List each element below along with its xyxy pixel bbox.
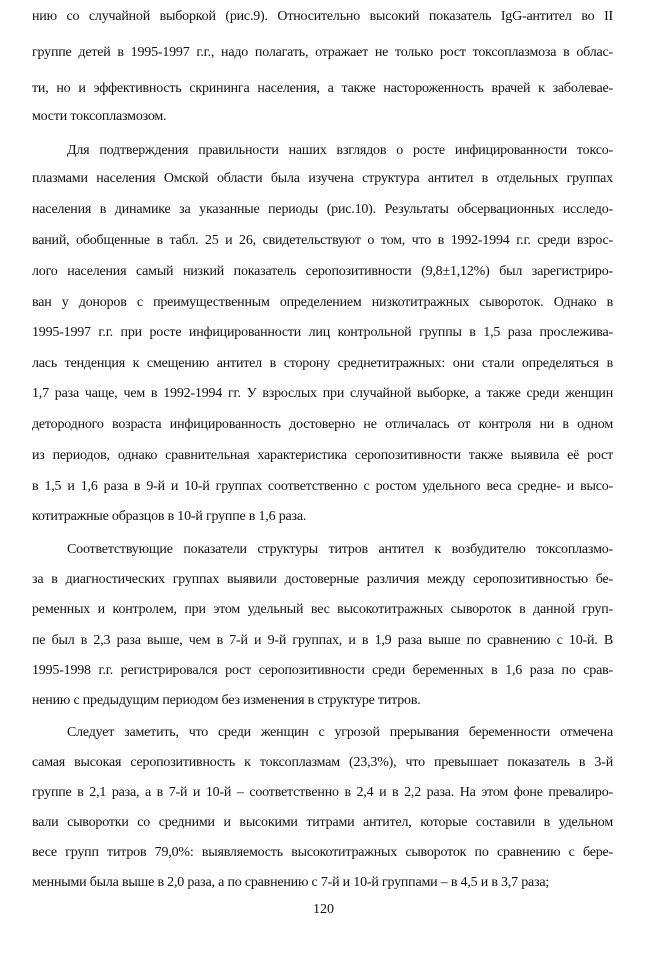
text-line: весе групп титров 79,0%: выявляемость высокотитражных сывороток по сравнению с бере- xyxy=(32,845,613,860)
text-line: 1995-1997 г.г. при росте инфицированности лиц контрольной группы в 1,5 раза прослежива- xyxy=(32,325,613,340)
text-line: нению с предыдущим периодом без изменения в структуре титров. xyxy=(32,693,421,708)
text-line: группе детей в 1995-1997 г.г., надо полагать, отражает не только рост токсоплазмоза в облас- xyxy=(32,45,613,60)
text-line: лого населения самый низкий показатель серопозитивности (9,8±1,12%) был зарегистриро- xyxy=(32,264,613,279)
text-line: в 1,5 и 1,6 раза в 9-й и 10-й группах соответственно с ростом удельного веса средне- и высо- xyxy=(32,479,613,494)
text-line: Для подтверждения правильности наших взглядов о росте инфицированности токсо- xyxy=(67,143,613,158)
text-line: вали сыворотки со средними и высокими титрами антител, которые составили в удельном xyxy=(32,815,613,830)
text-line: Следует заметить, что среди женщин с угрозой прерывания беременности отмечена xyxy=(67,725,613,740)
text-line: из периодов, однако сравнительная характеристика серопозитивности также выявила её рост xyxy=(32,448,613,463)
text-line: менными была выше в 2,0 раза, а по сравнению с 7-й и 10-й группами – в 4,5 и в 3,7 раза; xyxy=(32,875,550,890)
text-line: ременных и контролем, при этом удельный вес высокотитражных сывороток в данной груп- xyxy=(32,602,613,617)
text-line: 1995-1998 г.г. регистрировался рост серопозитивности среди беременных в 1,6 раза по срав- xyxy=(32,663,613,678)
text-line: группе в 2,1 раза, а в 7-й и 10-й – соответственно в 2,4 и в 2,2 раза. На этом фоне превалиро- xyxy=(32,785,613,800)
page-number: 120 xyxy=(313,902,334,917)
text-line: детородного возраста инфицированность достоверно не отличалась от контроля ни в одном xyxy=(32,417,613,432)
text-line: лась тенденция к смещению антител в сторону среднетитражных: они стали определяться в xyxy=(32,356,613,371)
text-line: ван у доноров с преимущественным определением низкотитражных сывороток. Однако в xyxy=(32,295,613,310)
text-line: ваний, обобщенные в табл. 25 и 26, свидетельствуют о том, что в 1992-1994 г.г. среди взрос- xyxy=(32,233,613,248)
text-line: 1,7 раза чаще, чем в 1992-1994 гг. У взрослых при случайной выборке, а также среди женщин xyxy=(32,386,613,401)
text-line: населения в динамике за указанные периоды (рис.10). Результаты обсервационных исследо- xyxy=(32,202,613,217)
text-line: Соответствующие показатели структуры титров антител к возбудителю токсоплазмо- xyxy=(67,542,613,557)
text-line: котитражные образцов в 10-й группе в 1,6 раза. xyxy=(32,509,307,524)
text-line: мости токсоплазмозом. xyxy=(32,109,167,124)
text-line: самая высокая серопозитивность к токсоплазмам (23,3%), что превышает показатель в 3-й xyxy=(32,755,613,770)
text-line: нию со случайной выборкой (рис.9). Относительно высокий показатель IgG-антител во II xyxy=(32,9,613,24)
text-line: ти, но и эффективность скрининга населения, а также настороженность врачей к заболевае- xyxy=(32,81,613,96)
text-line: за в диагностических группах выявили достоверные различия между серопозитивностью бе- xyxy=(32,572,613,587)
text-line: плазмами населения Омской области была изучена структура антител в отдельных группах xyxy=(32,171,613,186)
text-line: пе был в 2,3 раза выше, чем в 7-й и 9-й группах, и в 1,9 раза выше по сравнению с 10-й. В xyxy=(32,633,613,648)
